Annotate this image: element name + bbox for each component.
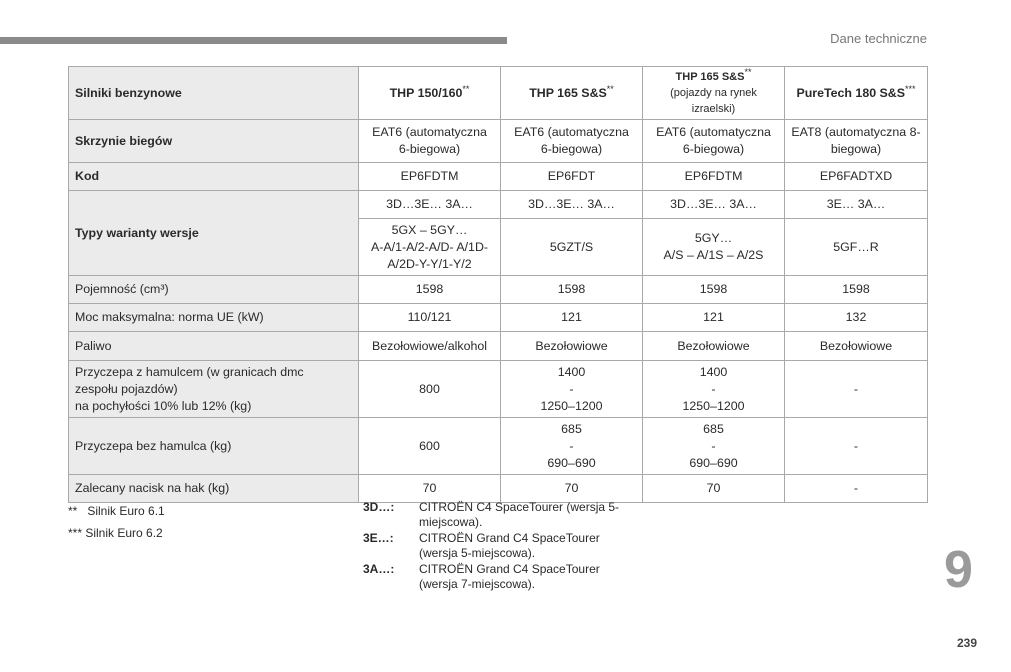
- table-cell: 121: [501, 304, 643, 332]
- code-key: 3D…:: [363, 500, 395, 514]
- table-cell: 1598: [359, 276, 501, 304]
- page-number: 239: [957, 636, 978, 650]
- table-cell: EP6FDTM: [359, 163, 501, 191]
- table-cell: -: [785, 418, 928, 475]
- row-label: Kod: [69, 163, 359, 191]
- table-cell: 3D…3E… 3A…: [501, 191, 643, 219]
- table-row: [69, 120, 928, 163]
- code-entry: [363, 500, 629, 530]
- table-cell: EAT6 (automatyczna 6-biegowa): [501, 120, 643, 163]
- table-cell: 1400 - 1250–1200: [501, 361, 643, 418]
- engine-header: THP 165 S&S** (pojazdy na rynek izraelski): [643, 67, 785, 120]
- table-cell: 5GF…R: [785, 219, 928, 276]
- table-cell: EP6FDTM: [643, 163, 785, 191]
- row-label: Pojemność (cm³): [69, 276, 359, 304]
- table-cell: -: [785, 361, 928, 418]
- table-cell: 600: [359, 418, 501, 475]
- engine-header: THP 150/160**: [359, 67, 501, 120]
- table-cell: -: [785, 475, 928, 503]
- engine-header: PureTech 180 S&S***: [785, 67, 928, 120]
- engine-spec-table: [68, 66, 928, 503]
- version-codes: [363, 500, 629, 593]
- table-cell: 5GZT/S: [501, 219, 643, 276]
- row-label: Przyczepa bez hamulca (kg): [69, 418, 359, 475]
- table-cell: 70: [643, 475, 785, 503]
- table-cell: Bezołowiowe/alkohol: [359, 332, 501, 361]
- footnote: ** Silnik Euro 6.1: [68, 504, 165, 518]
- table-cell: 70: [359, 475, 501, 503]
- table-cell: 3D…3E… 3A…: [643, 191, 785, 219]
- table-cell: 3E… 3A…: [785, 191, 928, 219]
- row-label: Przyczepa z hamulcem (w granicach dmc zespołu pojazdów) na pochyłości 10% lub 12% (kg): [69, 361, 359, 418]
- table-row: [69, 191, 928, 219]
- table-row: [69, 361, 928, 418]
- section-title: Dane techniczne: [830, 31, 927, 46]
- table-cell: EAT6 (automatyczna 6-biegowa): [643, 120, 785, 163]
- table-row: [69, 475, 928, 503]
- table-cell: 3D…3E… 3A…: [359, 191, 501, 219]
- table-row: [69, 332, 928, 361]
- code-value: CITROËN C4 SpaceTourer (wersja 5-miejscowa).: [419, 500, 620, 529]
- row-label: Zalecany nacisk na hak (kg): [69, 475, 359, 503]
- table-cell: Bezołowiowe: [643, 332, 785, 361]
- row-label: Skrzynie biegów: [69, 120, 359, 163]
- table-cell: 121: [643, 304, 785, 332]
- code-value: CITROËN Grand C4 SpaceTourer (wersja 7-miejscowa).: [419, 562, 600, 591]
- table-cell: 800: [359, 361, 501, 418]
- header-label: Silniki benzynowe: [69, 67, 359, 120]
- table-row: [69, 304, 928, 332]
- table-cell: 1598: [501, 276, 643, 304]
- row-label: Paliwo: [69, 332, 359, 361]
- code-entry: [363, 562, 629, 592]
- table-row: [69, 163, 928, 191]
- row-label: Moc maksymalna: norma UE (kW): [69, 304, 359, 332]
- table-cell: 132: [785, 304, 928, 332]
- table-cell: 1598: [643, 276, 785, 304]
- table-header-row: [69, 67, 928, 120]
- engine-header: THP 165 S&S**: [501, 67, 643, 120]
- table-row: [69, 418, 928, 475]
- table-cell: 110/121: [359, 304, 501, 332]
- table-cell: EAT6 (automatyczna 6-biegowa): [359, 120, 501, 163]
- code-entry: [363, 531, 629, 561]
- table-cell: 5GY… A/S – A/1S – A/2S: [643, 219, 785, 276]
- row-label: Typy warianty wersje: [69, 191, 359, 276]
- footnotes: [68, 500, 165, 544]
- table-cell: 5GX – 5GY… A-A/1-A/2-A/D- A/1D- A/2D-Y-Y/1-Y/2: [359, 219, 501, 276]
- table-cell: Bezołowiowe: [501, 332, 643, 361]
- code-value: CITROËN Grand C4 SpaceTourer (wersja 5-miejscowa).: [419, 531, 600, 560]
- table-cell: 1400 - 1250–1200: [643, 361, 785, 418]
- chapter-number: 9: [944, 541, 973, 599]
- table-cell: EAT8 (automatyczna 8-biegowa): [785, 120, 928, 163]
- table-cell: 685 - 690–690: [643, 418, 785, 475]
- code-key: 3E…:: [363, 531, 394, 545]
- footnote: *** Silnik Euro 6.2: [68, 526, 163, 540]
- code-key: 3A…:: [363, 562, 395, 576]
- table-cell: EP6FDT: [501, 163, 643, 191]
- table-cell: Bezołowiowe: [785, 332, 928, 361]
- table-cell: 1598: [785, 276, 928, 304]
- table-row: [69, 276, 928, 304]
- header-rule: [0, 37, 507, 44]
- table-cell: EP6FADTXD: [785, 163, 928, 191]
- table-cell: 70: [501, 475, 643, 503]
- table-cell: 685 - 690–690: [501, 418, 643, 475]
